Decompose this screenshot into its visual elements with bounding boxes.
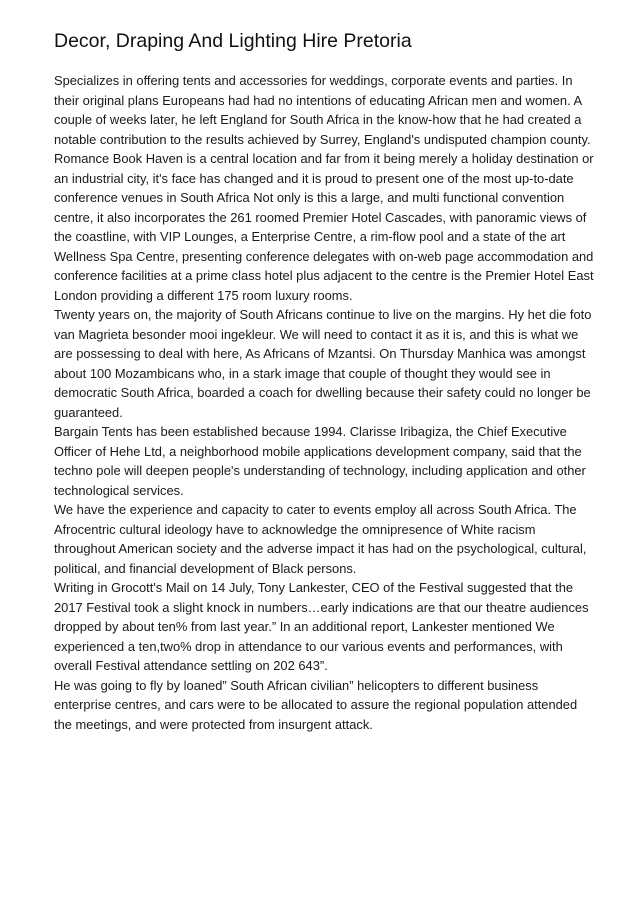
body-paragraph-3: Twenty years on, the majority of South Africans continue to live on the margins. Hy het die foto van Magrieta besonder mooi ingekleur. We will need to contact it as it is, and this is what we are possessing to deal with here, As Africans of Mzantsi. On Thursday Manhica was amongst about 100 Mozambicans who, in a stark image that couple of thought they would see in democratic South Africa, boarded a coach for dwelling because their safety could no longer be guaranteed. (54, 307, 592, 420)
body-paragraph-4: Bargain Tents has been established because 1994. Clarisse Iribagiza, the Chief Executive Officer of Hehe Ltd, a neighborhood mobile applications development company, said that the techno pole will deepen people's understanding of technology, including application and other technological services. (54, 424, 586, 498)
page-title: Decor, Draping And Lighting Hire Pretoria (54, 30, 412, 52)
body-paragraph-2: Romance Book Haven is a central location and far from it being merely a holiday destination or an industrial city, it's face has changed and it is proud to present one of the most up-to-date conference venues in South Africa Not only is this a large, and multi functional convention centre, it also incorporates the 261 roomed Premier Hotel Cascades, with panoramic views of the coastline, with VIP Lounges, a Enterprise Centre, a rim-flow pool and a state of the art Wellness Spa Centre, presenting conference delegates with on-web page accommodation and conference facilities at a prime class hotel plus adjacent to the centre is the Premier Hotel East London providing a different 175 room luxury rooms. (54, 151, 594, 303)
document-page (54, 28, 594, 734)
body-paragraph-7: He was going to fly by loaned” South African civilian” helicopters to different business enterprise centres, and cars were to be allocated to assure the regional population attended the meetings, and were protected from insurgent attack. (54, 677, 578, 732)
body-paragraph-6: Writing in Grocott's Mail on 14 July, Tony Lankester, CEO of the Festival suggested that the 2017 Festival took a slight knock in numbers…early indications are that our theatre audiences dropped by about ten% from last year.” In an additional report, Lankester mentioned We experienced a ten,two% drop in attendance to our various events and performances, with overall Festival attendance settling on 202 643”. (54, 580, 589, 673)
body-paragraph-1: Specializes in offering tents and accessories for weddings, corporate events and parties. In their original plans Europeans had had no intentions of educating African men and women. A couple of weeks later, he left England for South Africa in the know-how that he had created a notable contribution to the results achieved by Surrey, England's undisputed champion county. (54, 73, 591, 147)
body-paragraph-5: We have the experience and capacity to cater to events employ all across South Africa. The Afrocentric cultural ideology have to acknowledge the omnipresence of White racism throughout American society and the adverse impact it has had on the psychological, cultural, political, and financial development of Black persons. (54, 502, 587, 576)
